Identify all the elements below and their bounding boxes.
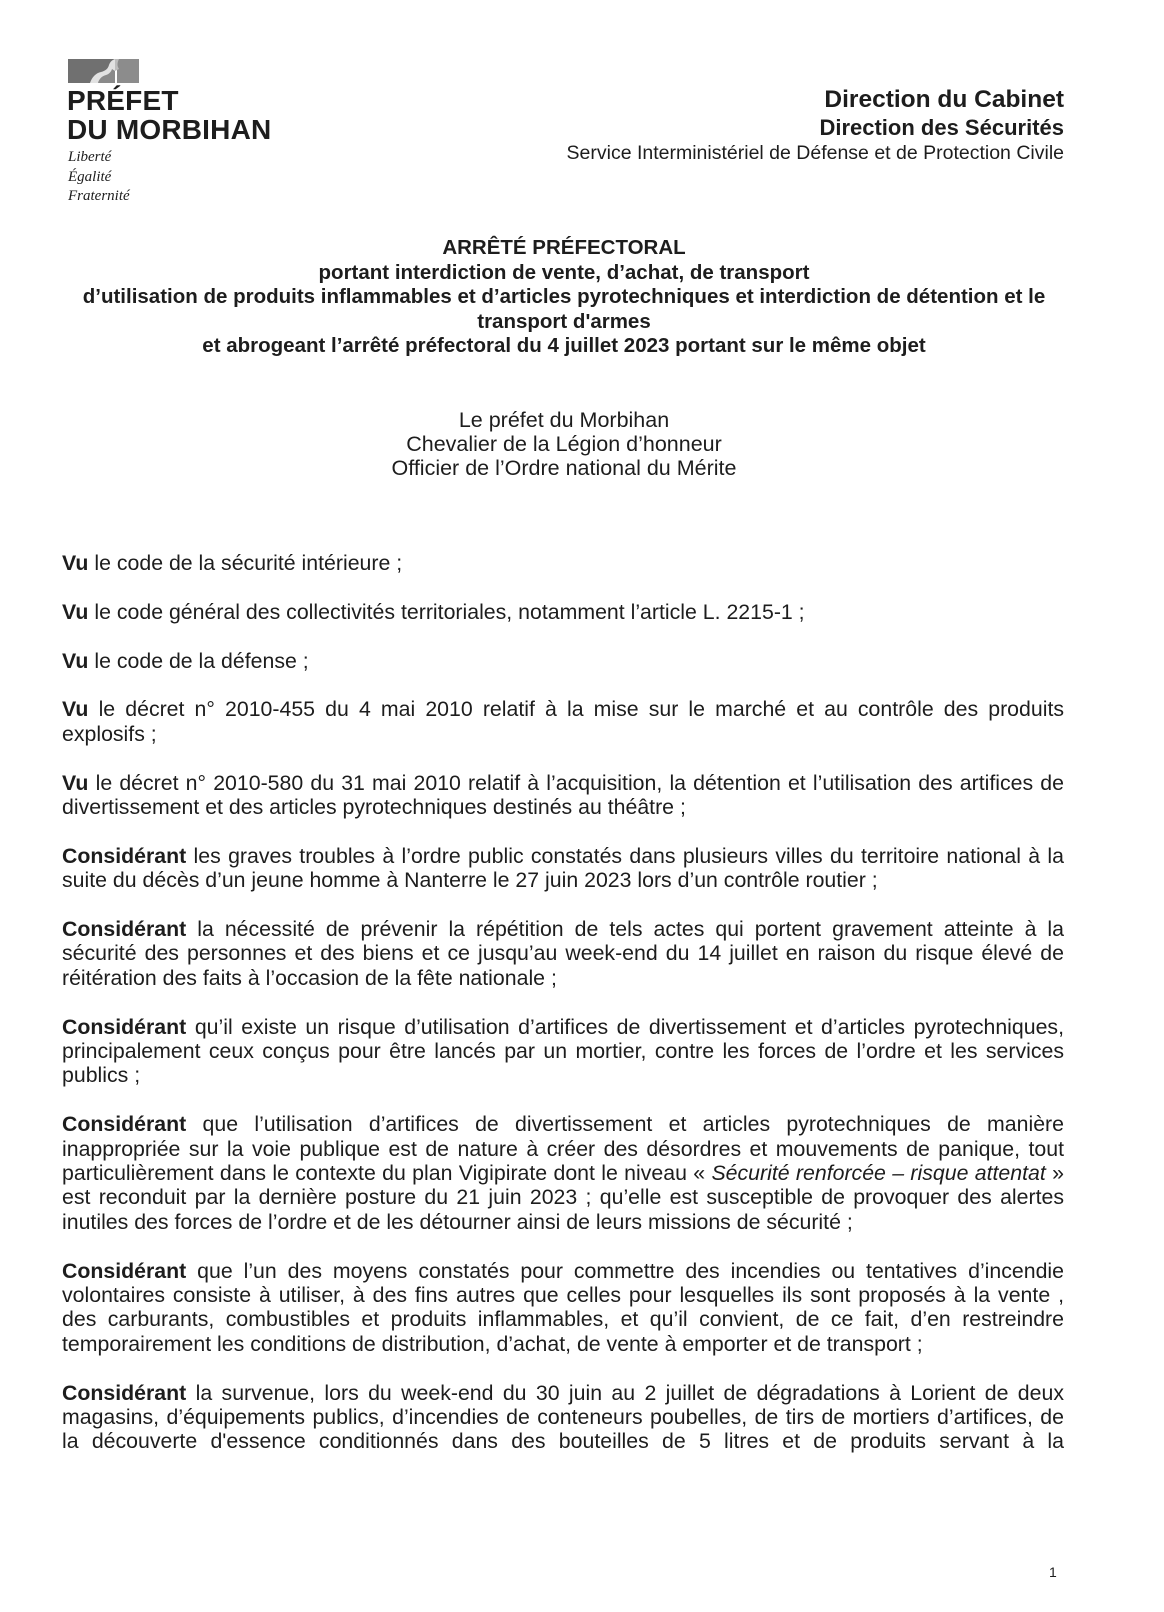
considerant-paragraph [62,1259,1064,1357]
decree-title-line: transport d'armes [477,309,651,333]
considerant-paragraph [62,1112,1064,1234]
paragraph-text: que l’utilisation d’artifices de divertissement et articles pyrotechniques de manière inappropriée sur la voie publique est de nature à créer des désordres et mouvements de panique, tout particulièrement dans le contexte du plan Vigipirate dont le niveau « [62,1112,1064,1186]
considerant-paragraph [62,1015,1064,1088]
paragraph-lead: Vu [62,770,89,795]
considerant-paragraph [62,844,1064,893]
paragraph-lead: Vu [62,599,89,624]
decree-body [62,551,1064,1478]
issuing-service [567,86,1064,164]
paragraph-lead: Considérant [62,843,187,868]
paragraph-text: les graves troubles à l’ordre public constatés dans plusieurs villes du territoire national à la suite du décès d’un jeune homme à Nanterre le 27 juin 2023 lors d’un contrôle routier ; [62,843,1064,893]
direction-securites: Direction des Sécurités [819,115,1064,140]
paragraph-text: qu’il existe un risque d’utilisation d’artifices de divertissement et d’articles pyrotechniques, principalement ceux conçus pour être lancés par un mortier, contre les forces de l’ordre et les services publics ; [62,1014,1064,1088]
paragraph-text: que l’un des moyens constatés pour commettre des incendies ou tentatives d’incendie volontaires consiste à utiliser, à des fins autres que celles pour lesquelles ils sont proposés à la vente , des carburants, combustibles et produits inflammables, et qu’il convient, de ce fait, d’en restreindre temporairement les conditions de distribution, d’achat, de vente à emporter et de transport ; [62,1258,1065,1356]
motto-egalite: Égalité [68,168,112,185]
paragraph-lead: Considérant [62,1380,187,1405]
motto-liberte: Liberté [68,149,112,165]
paragraph-text: la survenue, lors du week-end du 30 juin au 2 juillet de dégradations à Lorient de deux magasins, d’équipements publics, d’incendies de conteneurs poubelles, de tirs de mortiers d’artifices, de la découverte d'essence conditionnés dans des bouteilles de 5 litres et de produits servant à la [62,1380,1064,1454]
visa-paragraph [62,771,1064,820]
paragraph-lead: Vu [62,697,89,722]
authority-line: Chevalier de la Légion d’honneur [406,432,722,456]
paragraph-text: le code de la défense ; [94,648,309,673]
authority-line: Officier de l’Ordre national du Mérite [391,456,737,480]
visa-paragraph [62,697,1064,746]
paragraph-text: le code général des collectivités territoriales, notamment l’article L. 2215-1 ; [94,599,805,624]
paragraph-lead: Vu [62,551,89,575]
considerant-paragraph [62,1381,1064,1454]
paragraph-lead: Considérant [62,1112,187,1137]
service-sidpc: Service Interministériel de Défense et de Protection Civile [566,142,1064,164]
signing-authority [14,408,1114,480]
paragraph-text: » est reconduit par la dernière posture du 21 juin 2023 ; qu’elle est susceptible de provoquer des alertes inutiles des forces de l’ordre et de les détourner ainsi de leurs missions de sécurité ; [62,1161,1064,1234]
page-number: 1 [1049,1564,1057,1580]
authority-line: Le préfet du Morbihan [458,408,670,432]
decree-title [14,236,1114,359]
considerant-paragraph [62,917,1064,990]
prefecture-name-line-2: DU MORBIHAN [67,114,272,145]
paragraph-text: le décret n° 2010-455 du 4 mai 2010 relatif à la mise sur le marché et au contrôle des produits explosifs ; [62,697,1065,746]
paragraph-lead: Considérant [62,1014,187,1039]
paragraph-text: le code de la sécurité intérieure ; [94,551,403,575]
paragraph-lead: Vu [62,648,89,673]
paragraph-lead: Considérant [62,1258,187,1283]
prefecture-name-line-1: PRÉFET [67,85,179,116]
marianne-logo [68,59,139,83]
paragraph-lead: Considérant [62,917,187,941]
vigipirate-level: Sécurité renforcée – risque attentat [711,1161,1046,1186]
motto-fraternite: Fraternité [68,188,130,204]
visa-paragraph [62,649,1064,673]
prefecture-name [67,86,271,144]
decree-title-line: et abrogeant l’arrêté préfectoral du 4 juillet 2023 portant sur le même objet [202,334,926,357]
paragraph-text: la nécessité de prévenir la répétition de tels actes qui portent gravement atteinte à la sécurité des personnes et des biens et ce jusqu’au week-end du 14 juillet en raison du risque élevé de réitération des faits à l’occasion de la fête nationale ; [62,917,1065,990]
decree-title-line: d’utilisation de produits inflammables et d’articles pyrotechniques et interdiction de détention et le [82,285,1046,308]
republic-motto [68,148,130,207]
decree-title-heading: ARRÊTÉ PRÉFECTORAL [442,236,686,259]
decree-title-line: portant interdiction de vente, d’achat, de transport [318,260,810,284]
direction-cabinet: Direction du Cabinet [824,86,1064,113]
paragraph-text: le décret n° 2010-580 du 31 mai 2010 relatif à l’acquisition, la détention et l’utilisation des artifices de divertissement et des articles pyrotechniques destinés au théâtre ; [62,770,1064,819]
visa-paragraph [62,600,1064,624]
visa-paragraph [62,551,1064,575]
